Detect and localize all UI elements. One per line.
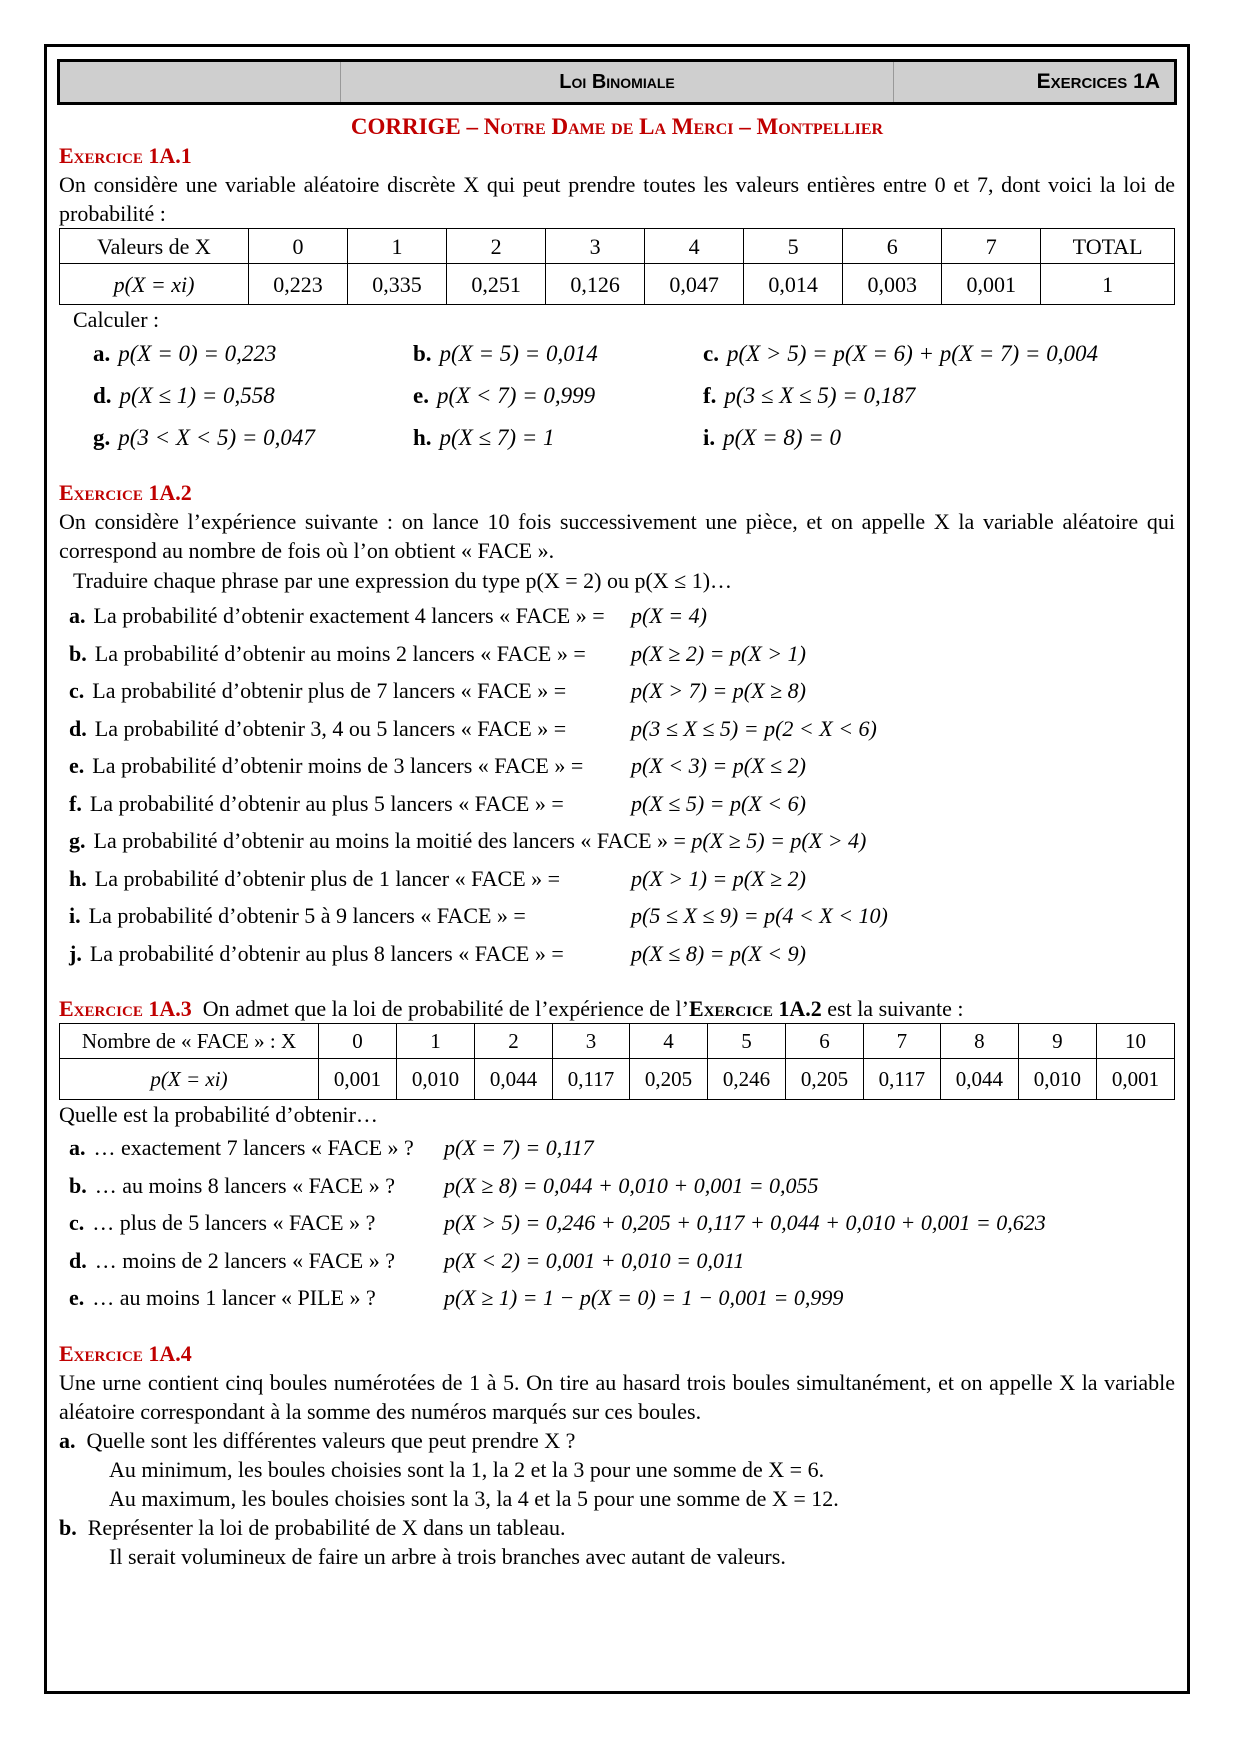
ex1-heading: Exercice 1A.1 xyxy=(59,143,192,168)
table-cell: Valeurs de X xyxy=(60,229,249,264)
table-cell: 1 xyxy=(348,229,447,264)
ex4-qa-text: Quelle sont les différentes valeurs que peut prendre X ? xyxy=(86,1427,576,1453)
table-cell: 0,117 xyxy=(863,1059,940,1100)
list-item xyxy=(59,897,1175,935)
answer-expr: p(X = 5) = 0,014 xyxy=(439,341,598,366)
answer-label: f. xyxy=(703,383,717,408)
item-label: a. xyxy=(69,1135,86,1161)
table-cell: 0,126 xyxy=(546,264,645,305)
header-title: Loi Binomiale xyxy=(340,62,894,102)
answer-expr: p(X = 0) = 0,223 xyxy=(118,341,277,366)
table-cell: TOTAL xyxy=(1041,229,1175,264)
table-cell: 0,205 xyxy=(629,1059,707,1100)
ex3-intro-b: est la suivante : xyxy=(821,996,964,1021)
item-text: … plus de 5 lancers « FACE » ? xyxy=(92,1210,376,1236)
table-cell: Nombre de « FACE » : X xyxy=(60,1024,319,1059)
table-cell: 0,251 xyxy=(447,264,546,305)
answer-expr: p(X ≤ 1) = 0,558 xyxy=(119,383,275,408)
item-text: La probabilité d’obtenir au plus 8 lancers « FACE » = xyxy=(89,940,564,966)
item-label: e. xyxy=(69,1285,85,1311)
item-label: g. xyxy=(69,828,86,854)
table-cell: 0,044 xyxy=(475,1059,553,1100)
list-item xyxy=(59,860,1175,898)
ex1-distribution-table xyxy=(59,228,1175,305)
ex3-heading: Exercice 1A.3 xyxy=(59,996,192,1021)
item-expr: p(X > 5) = 0,246 + 0,205 + 0,117 + 0,044 + 0,010 + 0,001 = 0,623 xyxy=(444,1210,1046,1236)
item-text: La probabilité d’obtenir au moins 2 lancers « FACE » = xyxy=(94,640,586,666)
answer-item xyxy=(413,378,703,414)
table-cell: 0,117 xyxy=(553,1059,630,1100)
item-expr: p(X = 4) xyxy=(631,603,707,629)
item-expr: p(X > 7) = p(X ≥ 8) xyxy=(631,678,806,704)
ex2-items xyxy=(59,597,1175,972)
ex3-items xyxy=(59,1129,1175,1317)
answer-label: a. xyxy=(93,341,111,366)
answer-expr: p(3 < X < 5) = 0,047 xyxy=(118,425,315,450)
answer-item xyxy=(413,336,703,372)
item-expr: p(X ≥ 5) = p(X > 4) xyxy=(691,828,867,854)
table-cell: 4 xyxy=(629,1024,707,1059)
table-cell: 9 xyxy=(1018,1024,1096,1059)
table-cell: 0,014 xyxy=(744,264,843,305)
answer-expr: p(X < 7) = 0,999 xyxy=(436,383,596,408)
table-row xyxy=(60,264,1175,305)
table-cell: 0,010 xyxy=(1018,1059,1096,1100)
document-body xyxy=(59,112,1175,1571)
item-text: La probabilité d’obtenir 5 à 9 lancers « FACE » = xyxy=(88,903,526,929)
item-expr: p(X ≥ 2) = p(X > 1) xyxy=(631,640,806,666)
table-cell: p(X = xi) xyxy=(60,264,249,305)
ex3-intro-ref: Exercice 1A.2 xyxy=(689,996,822,1021)
answer-item xyxy=(93,420,413,456)
item-label: c. xyxy=(69,678,85,704)
list-item xyxy=(59,1167,1175,1205)
table-cell: 8 xyxy=(940,1024,1018,1059)
ex4-qa-label: a. xyxy=(59,1427,76,1453)
header-section: Exercices 1A xyxy=(1036,70,1160,93)
answer-expr: p(X = 8) = 0 xyxy=(723,425,842,450)
table-cell: 0,010 xyxy=(397,1059,475,1100)
table-cell: 0,246 xyxy=(707,1059,785,1100)
item-expr: p(X ≤ 8) = p(X < 9) xyxy=(631,940,806,966)
list-item xyxy=(59,1129,1175,1167)
item-text: La probabilité d’obtenir au plus 5 lancers « FACE » = xyxy=(89,790,564,816)
answer-item xyxy=(93,336,413,372)
ex4-qb-text: Représenter la loi de probabilité de X dans un tableau. xyxy=(87,1514,566,1540)
table-cell: 4 xyxy=(645,229,744,264)
ex4-qb-label: b. xyxy=(59,1514,77,1540)
item-label: c. xyxy=(69,1210,85,1236)
item-expr: p(X ≥ 1) = 1 − p(X = 0) = 1 − 0,001 = 0,999 xyxy=(444,1285,844,1311)
table-cell: 5 xyxy=(744,229,843,264)
table-cell: 1 xyxy=(397,1024,475,1059)
table-cell: 6 xyxy=(785,1024,863,1059)
ex4-qa-line2: Au maximum, les boules choisies sont la 3, la 4 et la 5 pour une somme de X = 12. xyxy=(109,1485,839,1511)
ex2-instruction: Traduire chaque phrase par une expression du type p(X = 2) ou p(X ≤ 1)… xyxy=(73,568,733,593)
item-text: La probabilité d’obtenir plus de 7 lancers « FACE » = xyxy=(92,678,567,704)
table-cell: 7 xyxy=(863,1024,940,1059)
answer-expr: p(3 ≤ X ≤ 5) = 0,187 xyxy=(724,383,916,408)
item-label: b. xyxy=(69,1172,87,1198)
item-text: La probabilité d’obtenir 3, 4 ou 5 lancers « FACE » = xyxy=(94,715,567,741)
item-label: d. xyxy=(69,1247,87,1273)
item-label: a. xyxy=(69,603,86,629)
ex1-calc-label: Calculer : xyxy=(73,307,160,332)
answer-label: i. xyxy=(703,425,716,450)
list-item xyxy=(59,1204,1175,1242)
list-item xyxy=(59,635,1175,673)
answer-label: e. xyxy=(413,383,429,408)
table-cell: 0,335 xyxy=(348,264,447,305)
table-cell: 0,001 xyxy=(319,1059,397,1100)
table-row xyxy=(60,229,1175,264)
ex4-qb-line1: Il serait volumineux de faire un arbre à trois branches avec autant de valeurs. xyxy=(109,1543,786,1569)
table-cell: 1 xyxy=(1041,264,1175,305)
table-cell: 3 xyxy=(553,1024,630,1059)
item-text: La probabilité d’obtenir exactement 4 lancers « FACE » = xyxy=(93,603,605,629)
answer-expr: p(X > 5) = p(X = 6) + p(X = 7) = 0,004 xyxy=(726,341,1098,366)
item-text: … exactement 7 lancers « FACE » ? xyxy=(93,1135,414,1161)
list-item xyxy=(59,747,1175,785)
table-cell: 3 xyxy=(546,229,645,264)
ex3-intro-a: On admet que la loi de probabilité de l’expérience de l’ xyxy=(202,996,689,1021)
table-row xyxy=(60,1059,1175,1100)
table-cell: 0,044 xyxy=(940,1059,1018,1100)
table-cell: 0,001 xyxy=(942,264,1041,305)
item-text: … au moins 1 lancer « PILE » ? xyxy=(92,1285,376,1311)
ex4-qa xyxy=(59,1426,1175,1455)
list-item xyxy=(59,1279,1175,1317)
item-expr: p(X < 3) = p(X ≤ 2) xyxy=(631,753,806,779)
item-expr: p(X < 2) = 0,001 + 0,010 = 0,011 xyxy=(444,1247,745,1273)
ex4-heading: Exercice 1A.4 xyxy=(59,1340,192,1366)
ex2-heading: Exercice 1A.2 xyxy=(59,480,192,505)
answer-expr: p(X ≤ 7) = 1 xyxy=(439,425,555,450)
list-item xyxy=(59,785,1175,823)
answer-item xyxy=(703,420,1175,456)
list-item xyxy=(59,935,1175,973)
ex4-qa-line1: Au minimum, les boules choisies sont la 1, la 2 et la 3 pour une somme de X = 6. xyxy=(109,1456,825,1482)
item-text: La probabilité d’obtenir plus de 1 lancer « FACE » = xyxy=(94,865,561,891)
page-title: CORRIGE – Notre Dame de La Merci – Montpellier xyxy=(350,114,884,139)
answer-label: d. xyxy=(93,383,112,408)
table-cell: p(X = xi) xyxy=(60,1059,319,1100)
item-expr: p(X = 7) = 0,117 xyxy=(444,1135,594,1161)
item-label: d. xyxy=(69,715,87,741)
list-item xyxy=(59,672,1175,710)
answer-item xyxy=(703,336,1175,372)
item-label: j. xyxy=(69,940,82,966)
table-cell: 2 xyxy=(475,1024,553,1059)
ex1-answers xyxy=(93,336,1175,456)
table-cell: 5 xyxy=(707,1024,785,1059)
table-cell: 0 xyxy=(249,229,348,264)
answer-label: b. xyxy=(413,341,432,366)
answer-item xyxy=(413,420,703,456)
ex1-intro: On considère une variable aléatoire discrète X qui peut prendre toutes les valeurs entières entre 0 et 7, dont voici la loi de probabilité : xyxy=(59,172,1175,226)
page-header xyxy=(57,59,1177,105)
ex4-intro: Une urne contient cinq boules numérotées de 1 à 5. On tire au hasard trois boules simultanément, et on appelle X la variable aléatoire correspondant à la somme des numéros marqués sur ces boules. xyxy=(59,1369,1175,1424)
table-cell: 0 xyxy=(319,1024,397,1059)
item-expr: p(X > 1) = p(X ≥ 2) xyxy=(631,865,806,891)
table-cell: 0,003 xyxy=(843,264,942,305)
table-cell: 0,205 xyxy=(785,1059,863,1100)
item-label: h. xyxy=(69,865,87,891)
item-label: i. xyxy=(69,903,81,929)
list-item xyxy=(59,597,1175,635)
table-cell: 0,047 xyxy=(645,264,744,305)
ex2-intro: On considère l’expérience suivante : on lance 10 fois successivement une pièce, et on appelle X la variable aléatoire qui correspond au nombre de fois où l’on obtient « FACE ». xyxy=(59,509,1175,563)
answer-label: c. xyxy=(703,341,719,366)
item-text: La probabilité d’obtenir moins de 3 lancers « FACE » = xyxy=(92,753,584,779)
answer-label: g. xyxy=(93,425,111,450)
list-item xyxy=(59,710,1175,748)
item-text: … au moins 8 lancers « FACE » ? xyxy=(94,1172,395,1198)
table-cell: 0,001 xyxy=(1096,1059,1174,1100)
list-item xyxy=(59,1242,1175,1280)
ex3-heading-line xyxy=(59,994,1175,1023)
table-cell: 2 xyxy=(447,229,546,264)
item-expr: p(3 ≤ X ≤ 5) = p(2 < X < 6) xyxy=(631,715,877,741)
table-row xyxy=(60,1024,1175,1059)
item-expr: p(5 ≤ X ≤ 9) = p(4 < X < 10) xyxy=(631,903,888,929)
answer-item xyxy=(703,378,1175,414)
list-item xyxy=(59,822,1175,860)
ex3-question: Quelle est la probabilité d’obtenir… xyxy=(59,1102,378,1127)
table-cell: 6 xyxy=(843,229,942,264)
answer-label: h. xyxy=(413,425,432,450)
item-expr: p(X ≥ 8) = 0,044 + 0,010 + 0,001 = 0,055 xyxy=(444,1172,819,1198)
item-text: La probabilité d’obtenir au moins la moitié des lancers « FACE » = xyxy=(93,828,686,854)
item-expr: p(X ≤ 5) = p(X < 6) xyxy=(631,790,806,816)
item-text: … moins de 2 lancers « FACE » ? xyxy=(94,1247,395,1273)
ex3-distribution-table xyxy=(59,1023,1175,1100)
table-cell: 7 xyxy=(942,229,1041,264)
item-label: b. xyxy=(69,640,87,666)
table-cell: 0,223 xyxy=(249,264,348,305)
item-label: f. xyxy=(69,790,82,816)
ex4-qb xyxy=(59,1513,1175,1542)
table-cell: 10 xyxy=(1096,1024,1174,1059)
item-label: e. xyxy=(69,753,85,779)
answer-item xyxy=(93,378,413,414)
